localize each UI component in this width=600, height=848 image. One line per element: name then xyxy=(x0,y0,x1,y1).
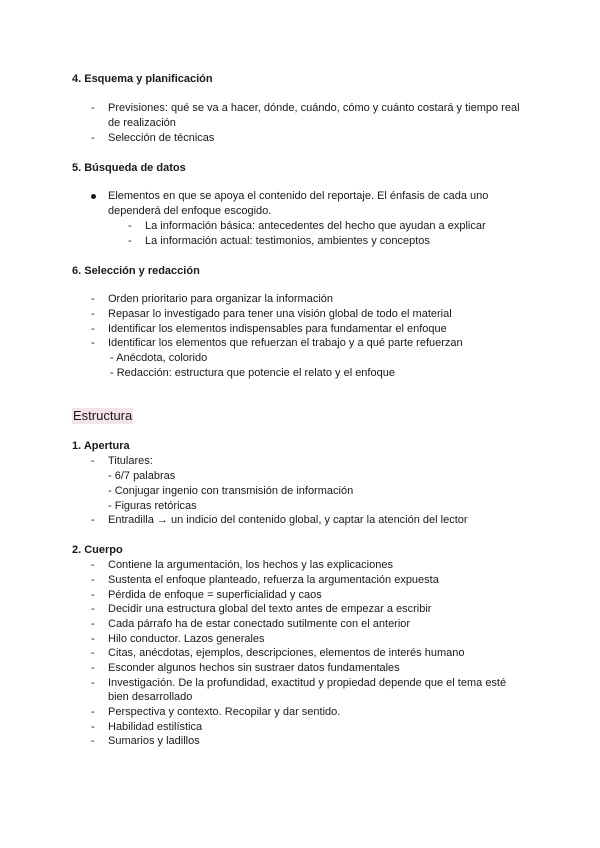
sub-list-item: - Redacción: estructura que potencie el relato y el enfoque xyxy=(110,367,395,379)
dash-marker: - xyxy=(91,589,95,601)
sub-list-item: La información actual: testimonios, ambientes y conceptos xyxy=(145,235,430,247)
dash-marker: - xyxy=(91,559,95,571)
dash-marker: - xyxy=(91,293,95,305)
list-item-continuation: de realización xyxy=(108,117,176,129)
dash-marker: - xyxy=(91,455,95,467)
dash-marker: - xyxy=(91,677,95,689)
list-item: Hilo conductor. Lazos generales xyxy=(108,633,265,645)
list-item: Perspectiva y contexto. Recopilar y dar sentido. xyxy=(108,706,341,718)
dash-marker: - xyxy=(91,132,95,144)
list-item: Entradilla → un indicio del contenido global, y captar la atención del lector xyxy=(108,514,468,526)
dash-marker: - xyxy=(91,618,95,630)
list-item: Contiene la argumentación, los hechos y las explicaciones xyxy=(108,559,393,571)
dash-marker: - xyxy=(91,574,95,586)
list-item: Identificar los elementos indispensables para fundamentar el enfoque xyxy=(108,323,447,335)
dash-marker: - xyxy=(91,721,95,733)
list-item: Identificar los elementos que refuerzan el trabajo y a qué parte refuerzan xyxy=(108,337,463,349)
list-item: Habilidad estilística xyxy=(108,721,203,733)
list-item: Previsiones: qué se va a hacer, dónde, cuándo, cómo y cuánto costará y tiempo real xyxy=(108,102,520,114)
sub-list-item: - Anécdota, colorido xyxy=(110,352,208,364)
estructura-heading: Estructura xyxy=(73,408,133,423)
list-item: Titulares: xyxy=(108,455,153,467)
list-item: Sustenta el enfoque planteado, refuerza la argumentación expuesta xyxy=(108,574,439,586)
list-item: Orden prioritario para organizar la información xyxy=(108,293,333,305)
list-item: Investigación. De la profundidad, exactitud y propiedad depende que el tema esté xyxy=(108,677,507,689)
section-6-title: 6. Selección y redacción xyxy=(72,265,200,277)
dash-marker: - xyxy=(91,323,95,335)
sub-list-item: La información básica: antecedentes del hecho que ayudan a explicar xyxy=(145,220,486,232)
dash-marker: - xyxy=(128,235,132,247)
list-item: Repasar lo investigado para tener una visión global de todo el material xyxy=(108,308,452,320)
list-item-continuation: dependerá del enfoque escogido. xyxy=(108,205,272,217)
dash-marker: - xyxy=(91,603,95,615)
list-item: Elementos en que se apoya el contenido del reportaje. El énfasis de cada uno xyxy=(108,190,489,202)
list-item: Esconder algunos hechos sin sustraer datos fundamentales xyxy=(108,662,400,674)
cuerpo-title: 2. Cuerpo xyxy=(72,544,123,556)
bullet-marker xyxy=(91,194,96,199)
dash-marker: - xyxy=(91,633,95,645)
dash-marker: - xyxy=(91,102,95,114)
list-item: Decidir una estructura global del texto antes de empezar a escribir xyxy=(108,603,432,615)
sub-list-item: - Conjugar ingenio con transmisión de información xyxy=(108,485,354,497)
list-item: Cada párrafo ha de estar conectado sutilmente con el anterior xyxy=(108,618,411,630)
list-item: Selección de técnicas xyxy=(108,132,215,144)
section-5-title: 5. Búsqueda de datos xyxy=(72,162,186,174)
dash-marker: - xyxy=(91,337,95,349)
dash-marker: - xyxy=(91,706,95,718)
dash-marker: - xyxy=(91,647,95,659)
dash-marker: - xyxy=(91,514,95,526)
list-item: Pérdida de enfoque = superficialidad y caos xyxy=(108,589,322,601)
dash-marker: - xyxy=(91,662,95,674)
section-4-title: 4. Esquema y planificación xyxy=(72,73,213,85)
list-item: Citas, anécdotas, ejemplos, descripciones, elementos de interés humano xyxy=(108,647,465,659)
dash-marker: - xyxy=(91,308,95,320)
apertura-title: 1. Apertura xyxy=(72,440,130,452)
dash-marker: - xyxy=(91,735,95,747)
list-item-continuation: bien desarrollado xyxy=(108,691,193,703)
list-item: Sumarios y ladillos xyxy=(108,735,200,747)
sub-list-item: - 6/7 palabras xyxy=(108,470,176,482)
dash-marker: - xyxy=(128,220,132,232)
sub-list-item: - Figuras retóricas xyxy=(108,500,197,512)
